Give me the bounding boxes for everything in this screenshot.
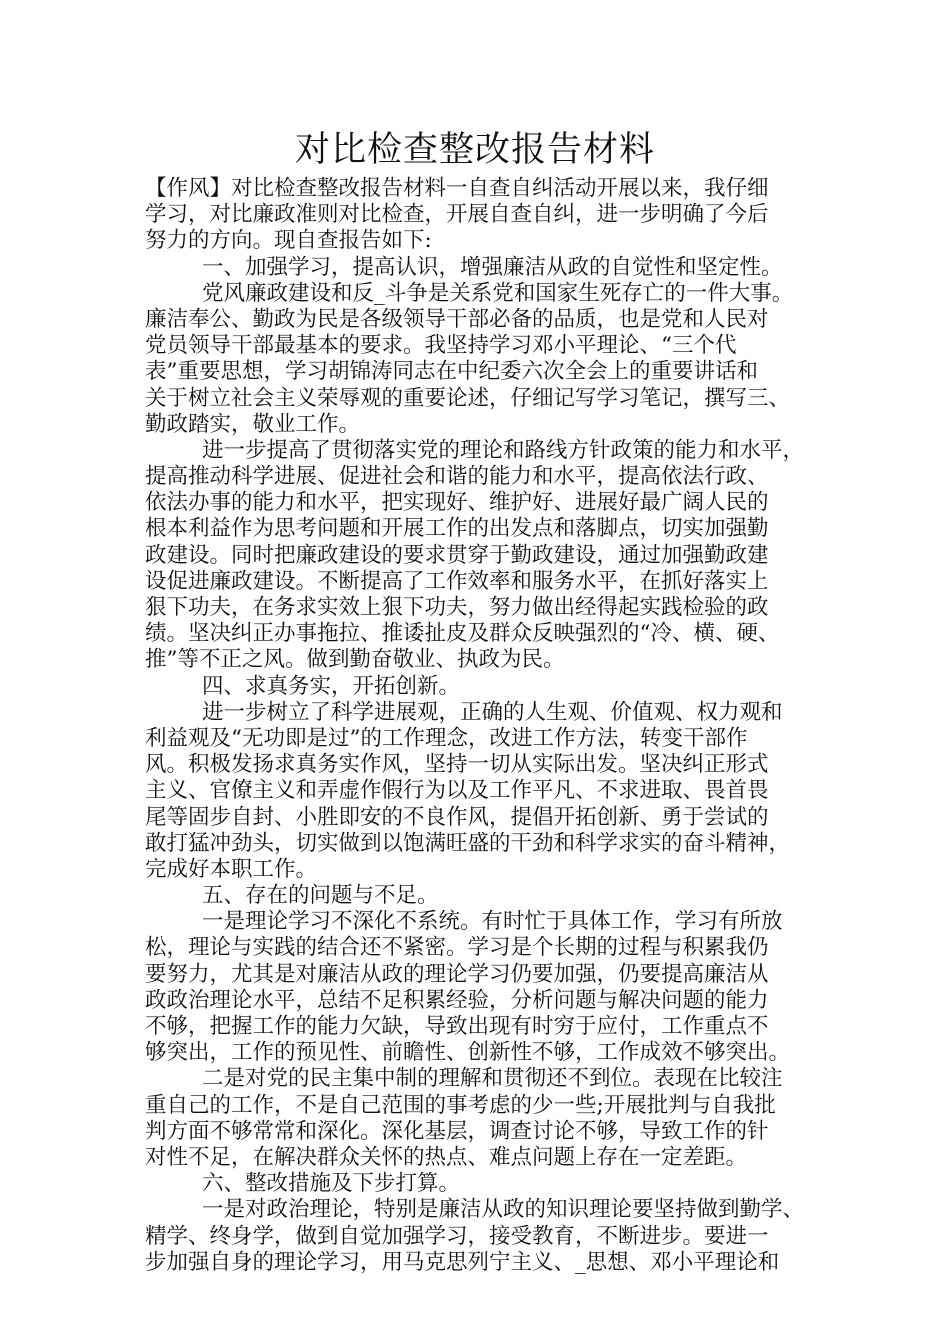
text-line: 重自己的工作，不是自己范围的事考虑的少一些;开展批判与自我批	[145, 1092, 776, 1118]
text-line: 党员领导干部最基本的要求。我坚持学习邓小平理论、“三个代	[145, 333, 737, 359]
text-line: 利益观及“无功即是过”的工作理念，改进工作方法，转变干部作	[145, 725, 748, 751]
text-line: 敢打猛冲劲头，切实做到以饱满旺盛的干劲和科学求实的奋斗精神，	[145, 830, 791, 856]
text-line: 二是对党的民主集中制的理解和贯彻还不到位。表现在比较注	[202, 1066, 783, 1092]
text-line: 对性不足，在解决群众关怀的热点、难点问题上存在一定差距。	[145, 1144, 748, 1170]
text-line: 一是理论学习不深化不系统。有时忙于具体工作，学习有所放	[202, 909, 783, 935]
text-line: 四、求真务实，开拓创新。	[202, 673, 461, 699]
text-line: 根本利益作为思考问题和开展工作的出发点和落脚点，切实加强勤	[145, 516, 769, 542]
text-line: 绩。坚决纠正办事拖拉、推诿扯皮及群众反映强烈的“冷、横、硬、	[145, 621, 780, 647]
text-line: 一、加强学习，提高认识，增强廉洁从政的自觉性和坚定性。	[202, 254, 783, 280]
text-line: 党风廉政建设和反_斗争是关系党和国家生死存亡的一件大事。	[202, 280, 794, 306]
text-line: 设促进廉政建设。不断提高了工作效率和服务水平，在抓好落实上	[145, 568, 769, 594]
text-line: 提高推动科学进展、促进社会和谐的能力和水平，提高依法行政、	[145, 464, 769, 490]
text-line: 推”等不正之风。做到勤奋敬业、执政为民。	[145, 647, 565, 673]
text-line: 政政治理论水平，总结不足积累经验，分析问题与解决问题的能力	[145, 987, 769, 1013]
text-line: 廉洁奉公、勤政为民是各级领导干部必备的品质，也是党和人民对	[145, 306, 769, 332]
text-line: 一是对政治理论，特别是廉洁从政的知识理论要坚持做到勤学、	[202, 1197, 805, 1223]
text-line: 学习，对比廉政准则对比检查，开展自查自纠，进一步明确了今后	[145, 202, 769, 228]
document-body	[145, 176, 825, 1276]
text-line: 关于树立社会主义荣辱观的重要论述，仔细记写学习笔记，撰写三、	[145, 385, 791, 411]
text-line: 狠下功夫，在务求实效上狠下功夫，努力做出经得起实践检验的政	[145, 595, 769, 620]
text-line: 判方面不够常常和深化。深化基层，调查讨论不够，导致工作的针	[145, 1118, 769, 1144]
text-line: 六、整改措施及下步打算。	[202, 1171, 461, 1197]
text-line: 依法办事的能力和水平，把实现好、维护好、进展好最广阔人民的	[145, 490, 769, 516]
text-line: 精学、终身学，做到自觉加强学习，接受教育，不断进步。要进一	[145, 1223, 769, 1249]
text-line: 风。积极发扬求真务实作风，坚持一切从实际出发。坚决纠正形式	[145, 752, 769, 778]
text-line: 够突出，工作的预见性、前瞻性、创新性不够，工作成效不够突出。	[145, 1040, 791, 1066]
document-title: 对比检查整改报告材料	[294, 130, 655, 170]
text-line: 表”重要思想，学习胡锦涛同志在中纪委六次全会上的重要讲话和	[145, 359, 758, 385]
text-line: 进一步提高了贯彻落实党的理论和路线方针政策的能力和水平，	[202, 437, 805, 463]
text-line: 进一步树立了科学进展观，正确的人生观、价值观、权力观和	[202, 699, 783, 725]
text-line: 松，理论与实践的结合还不紧密。学习是个长期的过程与积累我仍	[145, 935, 769, 961]
text-line: 完成好本职工作。	[145, 856, 318, 882]
text-line: 政建设。同时把廉政建设的要求贯穿于勤政建设，通过加强勤政建	[145, 542, 769, 568]
text-line: 努力的方向。现自查报告如下:	[145, 228, 432, 254]
text-line: 要努力，尤其是对廉洁从政的理论学习仍要加强，仍要提高廉洁从	[145, 961, 769, 987]
text-line: 步加强自身的理论学习，用马克思列宁主义、_思想、邓小平理论和	[145, 1249, 780, 1275]
text-line: 五、存在的问题与不足。	[202, 883, 439, 909]
text-line: 【作风】对比检查整改报告材料一自查自纠活动开展以来，我仔细	[145, 176, 769, 201]
text-line: 不够，把握工作的能力欠缺，导致出现有时穷于应付，工作重点不	[145, 1014, 769, 1039]
text-line: 勤政踏实，敬业工作。	[145, 411, 361, 437]
text-line: 尾等固步自封、小胜即安的不良作风，提倡开拓创新、勇于尝试的	[145, 804, 769, 830]
text-line: 主义、官僚主义和弄虚作假行为以及工作平凡、不求进取、畏首畏	[145, 778, 769, 804]
